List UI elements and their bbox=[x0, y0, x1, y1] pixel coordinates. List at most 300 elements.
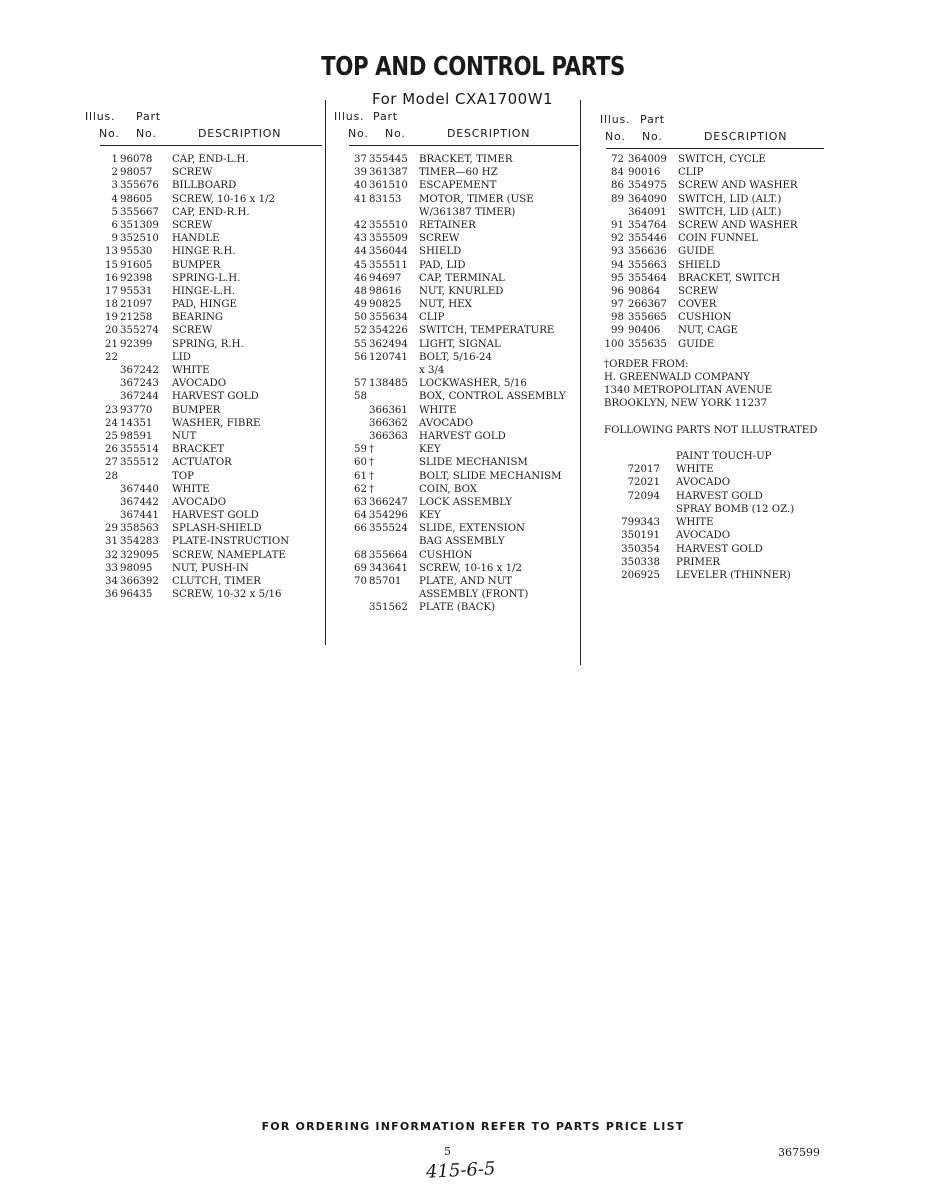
part-description: HINGE R.H. bbox=[172, 246, 236, 258]
part-description: NUT, KNURLED bbox=[419, 285, 504, 297]
part-description: HARVEST GOLD bbox=[676, 490, 763, 502]
part-description: SCREW bbox=[419, 233, 460, 245]
part-description: AVOCADO bbox=[676, 477, 731, 489]
illus-number: 59 bbox=[354, 444, 367, 456]
header-no: No. bbox=[99, 127, 120, 140]
table-row bbox=[100, 430, 322, 443]
part-description: SPLASH-SHIELD bbox=[172, 523, 262, 535]
part-number: 350354 bbox=[621, 543, 660, 555]
part-number: 93770 bbox=[120, 404, 153, 416]
part-number: 90825 bbox=[369, 299, 402, 311]
part-number: 98591 bbox=[120, 430, 153, 442]
part-description: SCREW bbox=[172, 325, 213, 337]
part-description: WHITE bbox=[676, 517, 714, 528]
part-description: PAD, HINGE bbox=[172, 299, 237, 311]
part-number: 350191 bbox=[621, 530, 660, 542]
table-row bbox=[349, 377, 579, 390]
table-row bbox=[349, 522, 579, 535]
part-number: 358563 bbox=[120, 523, 159, 535]
part-description: BOLT, SLIDE MECHANISM bbox=[419, 470, 562, 482]
part-description: ESCAPEMENT bbox=[419, 180, 497, 192]
table-row bbox=[349, 285, 579, 298]
part-description: GUIDE bbox=[678, 338, 715, 350]
table-row bbox=[100, 588, 322, 601]
table-row bbox=[100, 417, 322, 430]
illus-number: 39 bbox=[354, 167, 367, 179]
part-number: 356636 bbox=[628, 246, 667, 258]
part-description: PRIMER bbox=[676, 556, 721, 568]
part-number: 354226 bbox=[369, 325, 408, 337]
part-description: BEARING bbox=[172, 312, 224, 324]
illus-number: 27 bbox=[105, 457, 118, 469]
parts-column-2 bbox=[334, 110, 579, 615]
part-number: 367244 bbox=[120, 391, 159, 403]
table-row bbox=[100, 259, 322, 272]
part-number: 361387 bbox=[369, 167, 408, 179]
illus-number: 52 bbox=[354, 325, 367, 337]
table-row bbox=[606, 153, 824, 166]
illus-number: 100 bbox=[604, 338, 624, 350]
illus-number: 34 bbox=[105, 576, 118, 587]
part-description: AVOCADO bbox=[419, 417, 474, 429]
part-number: 92399 bbox=[120, 338, 153, 350]
table-row bbox=[606, 232, 824, 245]
illus-number: 1 bbox=[111, 154, 118, 165]
ordering-footer: FOR ORDERING INFORMATION REFER TO PARTS PRICE LIST bbox=[261, 1120, 685, 1133]
illus-number: 21 bbox=[105, 338, 118, 350]
part-number: 90406 bbox=[628, 325, 661, 337]
part-description: HARVEST GOLD bbox=[172, 510, 259, 522]
part-description: BRACKET, SWITCH bbox=[678, 272, 781, 284]
part-description: COIN FUNNEL bbox=[678, 233, 759, 245]
part-description: WHITE bbox=[676, 464, 714, 475]
table-row bbox=[349, 575, 579, 588]
part-number: 351309 bbox=[120, 219, 159, 231]
table-row bbox=[349, 153, 579, 166]
illus-number: 5 bbox=[111, 206, 118, 218]
part-description: SCREW bbox=[172, 219, 213, 231]
part-description: BAG ASSEMBLY bbox=[419, 536, 505, 548]
part-number: 96078 bbox=[120, 154, 153, 165]
part-number: 355464 bbox=[628, 272, 667, 284]
part-description: PLATE-INSTRUCTION bbox=[172, 536, 290, 548]
table-row bbox=[100, 324, 322, 337]
part-description: HANDLE bbox=[172, 233, 220, 245]
part-description: LIGHT, SIGNAL bbox=[419, 338, 501, 350]
part-number: 364009 bbox=[628, 154, 667, 165]
part-number: † bbox=[369, 444, 375, 456]
part-description: SWITCH, LID (ALT.) bbox=[678, 206, 782, 218]
table-row bbox=[349, 496, 579, 509]
illus-number: 25 bbox=[105, 430, 118, 442]
table-row bbox=[606, 193, 824, 206]
part-number: 367442 bbox=[120, 496, 159, 508]
table-row bbox=[100, 232, 322, 245]
illus-number: 99 bbox=[611, 325, 624, 337]
part-description: HARVEST GOLD bbox=[676, 543, 763, 555]
illus-number: 13 bbox=[105, 246, 118, 258]
table-row bbox=[100, 535, 322, 548]
column-divider bbox=[325, 100, 326, 645]
illus-number: 16 bbox=[105, 272, 118, 284]
part-description: SCREW, 10-16 x 1/2 bbox=[172, 193, 276, 205]
illus-number: 43 bbox=[354, 233, 367, 245]
illus-number: 22 bbox=[105, 351, 118, 363]
table-row bbox=[100, 364, 322, 377]
illus-number: 31 bbox=[105, 536, 118, 548]
illus-number: 3 bbox=[111, 180, 118, 192]
table-row bbox=[606, 166, 824, 179]
table-row bbox=[349, 470, 579, 483]
part-number: 355634 bbox=[369, 312, 408, 324]
part-number: 206925 bbox=[621, 570, 660, 582]
spray-bomb-title: SPRAY BOMB (12 OZ.) bbox=[676, 504, 795, 515]
header-part: Part bbox=[136, 110, 161, 123]
part-description: BRACKET bbox=[172, 444, 225, 456]
part-description: BUMPER bbox=[172, 404, 221, 416]
table-row bbox=[349, 390, 579, 403]
illus-number: 4 bbox=[111, 193, 118, 205]
part-description: SPRING-L.H. bbox=[172, 272, 241, 284]
table-row bbox=[349, 417, 579, 430]
header-part: Part bbox=[373, 110, 398, 123]
illus-number: 50 bbox=[354, 312, 367, 324]
column-header bbox=[334, 110, 579, 146]
illus-number: 98 bbox=[611, 312, 624, 324]
illus-number: 55 bbox=[354, 338, 367, 350]
table-row bbox=[100, 404, 322, 417]
part-number: 366363 bbox=[369, 430, 408, 442]
table-row bbox=[349, 404, 579, 417]
order-from-line: H. GREENWALD COMPANY bbox=[604, 372, 750, 383]
part-description: SHIELD bbox=[419, 246, 462, 258]
illus-number: 9 bbox=[111, 233, 118, 245]
table-row bbox=[100, 179, 322, 192]
part-number: 362494 bbox=[369, 338, 408, 350]
illus-number: 94 bbox=[611, 259, 624, 271]
illus-number: 37 bbox=[354, 154, 367, 165]
part-description: NUT bbox=[172, 430, 197, 442]
part-description: CLIP bbox=[678, 167, 704, 179]
illus-number: 84 bbox=[611, 167, 624, 179]
part-number: 364091 bbox=[628, 206, 667, 218]
handwritten-note: 415-6-5 bbox=[425, 1158, 496, 1183]
part-description: MOTOR, TIMER (USE bbox=[419, 193, 534, 205]
table-row bbox=[349, 259, 579, 272]
table-row bbox=[100, 390, 322, 403]
paint-touch-up-title: PAINT TOUCH-UP bbox=[676, 451, 772, 462]
part-description: SCREW AND WASHER bbox=[678, 219, 798, 231]
part-description: SCREW, 10-32 x 5/16 bbox=[172, 589, 282, 601]
part-number: 799343 bbox=[621, 517, 660, 528]
part-description: CLIP bbox=[419, 312, 445, 324]
table-row bbox=[100, 272, 322, 285]
table-row bbox=[349, 509, 579, 522]
document-number: 367599 bbox=[778, 1146, 820, 1159]
table-row bbox=[100, 522, 322, 535]
header-description: DESCRIPTION bbox=[198, 127, 282, 140]
part-number: 329095 bbox=[120, 549, 159, 561]
part-number: 14351 bbox=[120, 417, 153, 429]
table-row bbox=[100, 338, 322, 351]
part-number: 21097 bbox=[120, 299, 153, 311]
part-number: 72094 bbox=[627, 490, 660, 502]
part-number: 355509 bbox=[369, 233, 408, 245]
table-row bbox=[349, 206, 579, 219]
part-description: SCREW bbox=[678, 285, 719, 297]
header-no: No. bbox=[348, 127, 369, 140]
part-description: SCREW, NAMEPLATE bbox=[172, 549, 286, 561]
part-number: 354296 bbox=[369, 510, 408, 522]
part-number: 356044 bbox=[369, 246, 408, 258]
part-number: 85701 bbox=[369, 576, 402, 587]
part-description: TIMER—60 HZ bbox=[419, 167, 498, 179]
part-number: 120741 bbox=[369, 351, 408, 363]
table-row bbox=[100, 483, 322, 496]
part-description: SHIELD bbox=[678, 259, 721, 271]
illus-number: 19 bbox=[105, 312, 118, 324]
header-part-no: No. bbox=[642, 130, 663, 143]
part-number: 91605 bbox=[120, 259, 153, 271]
column-header bbox=[85, 110, 322, 146]
part-description: AVOCADO bbox=[172, 496, 227, 508]
table-row bbox=[606, 338, 824, 351]
page-number: 5 bbox=[444, 1145, 451, 1158]
part-number: 98616 bbox=[369, 285, 402, 297]
table-row bbox=[100, 193, 322, 206]
parts-column-1 bbox=[85, 110, 322, 601]
part-description: SCREW, 10-16 x 1/2 bbox=[419, 562, 523, 574]
illus-number: 44 bbox=[354, 246, 367, 258]
header-rule bbox=[349, 145, 579, 146]
table-row bbox=[606, 285, 824, 298]
part-description: W/361387 TIMER) bbox=[419, 206, 516, 218]
part-description: CLUTCH, TIMER bbox=[172, 576, 261, 587]
part-number: 361510 bbox=[369, 180, 408, 192]
part-description: HARVEST GOLD bbox=[172, 391, 259, 403]
header-illus: Illus. bbox=[600, 113, 631, 126]
illus-number: 42 bbox=[354, 219, 367, 231]
part-number: 90016 bbox=[628, 167, 661, 179]
illus-number: 92 bbox=[611, 233, 624, 245]
table-row bbox=[349, 193, 579, 206]
part-number: 95531 bbox=[120, 285, 153, 297]
part-description: BRACKET, TIMER bbox=[419, 154, 513, 165]
part-description: CAP, END-R.H. bbox=[172, 206, 250, 218]
table-row bbox=[349, 351, 579, 364]
illus-number: 56 bbox=[354, 351, 367, 363]
table-row bbox=[606, 219, 824, 232]
table-row bbox=[349, 443, 579, 456]
table-row bbox=[100, 575, 322, 588]
part-number: 354975 bbox=[628, 180, 667, 192]
part-description: SLIDE MECHANISM bbox=[419, 457, 528, 469]
table-row bbox=[349, 311, 579, 324]
illus-number: 24 bbox=[105, 417, 118, 429]
table-row bbox=[100, 206, 322, 219]
illus-number: 95 bbox=[611, 272, 624, 284]
part-number: 94697 bbox=[369, 272, 402, 284]
table-row bbox=[606, 324, 824, 337]
part-description: LOCKWASHER, 5/16 bbox=[419, 378, 527, 390]
illus-number: 29 bbox=[105, 523, 118, 535]
part-description: CUSHION bbox=[678, 312, 732, 324]
parts-table bbox=[606, 153, 824, 351]
part-number: 355663 bbox=[628, 259, 667, 271]
illus-number: 41 bbox=[354, 193, 367, 205]
page-title: TOP AND CONTROL PARTS bbox=[321, 52, 625, 82]
table-row bbox=[349, 324, 579, 337]
illus-number: 60 bbox=[354, 457, 367, 469]
parts-table bbox=[100, 153, 322, 601]
table-row bbox=[349, 535, 579, 548]
part-number: 138485 bbox=[369, 378, 408, 390]
illus-number: 48 bbox=[354, 285, 367, 297]
table-row bbox=[349, 549, 579, 562]
table-row bbox=[606, 206, 824, 219]
header-part-no: No. bbox=[136, 127, 157, 140]
illus-number: 86 bbox=[611, 180, 624, 192]
table-row bbox=[100, 562, 322, 575]
part-description: BILLBOARD bbox=[172, 180, 237, 192]
table-row bbox=[349, 219, 579, 232]
part-description: SWITCH, TEMPERATURE bbox=[419, 325, 555, 337]
part-number: 92398 bbox=[120, 272, 153, 284]
part-description: CAP, TERMINAL bbox=[419, 272, 505, 284]
table-row bbox=[349, 601, 579, 614]
part-number: 355446 bbox=[628, 233, 667, 245]
part-number: 343641 bbox=[369, 562, 408, 574]
part-description: AVOCADO bbox=[676, 530, 731, 542]
table-row bbox=[100, 377, 322, 390]
table-row bbox=[606, 179, 824, 192]
part-number: 355667 bbox=[120, 206, 159, 218]
table-row bbox=[100, 351, 322, 364]
part-number: 72021 bbox=[627, 477, 660, 489]
part-number: 355635 bbox=[628, 338, 667, 350]
illus-number: 17 bbox=[105, 285, 118, 297]
table-row bbox=[100, 153, 322, 166]
part-number: 355665 bbox=[628, 312, 667, 324]
table-row bbox=[100, 285, 322, 298]
part-description: NUT, PUSH-IN bbox=[172, 562, 249, 574]
part-description: WASHER, FIBRE bbox=[172, 417, 261, 429]
part-number: 98057 bbox=[120, 167, 153, 179]
illus-number: 36 bbox=[105, 589, 118, 601]
illus-number: 2 bbox=[111, 167, 118, 179]
table-row bbox=[606, 259, 824, 272]
header-description: DESCRIPTION bbox=[447, 127, 531, 140]
illus-number: 40 bbox=[354, 180, 367, 192]
part-number: 352510 bbox=[120, 233, 159, 245]
table-row bbox=[606, 245, 824, 258]
table-row bbox=[349, 483, 579, 496]
illus-number: 68 bbox=[354, 549, 367, 561]
part-description: x 3/4 bbox=[419, 365, 445, 376]
header-description: DESCRIPTION bbox=[704, 130, 788, 143]
part-description: ASSEMBLY (FRONT) bbox=[419, 589, 529, 601]
part-number: 90864 bbox=[628, 285, 661, 297]
part-description: WHITE bbox=[419, 404, 457, 416]
part-description: HINGE-L.H. bbox=[172, 285, 236, 297]
illus-number: 49 bbox=[354, 299, 367, 311]
part-number: 350338 bbox=[621, 556, 660, 568]
part-number: 366361 bbox=[369, 404, 408, 416]
table-row bbox=[349, 364, 579, 377]
illus-number: 91 bbox=[611, 219, 624, 231]
part-number: 98095 bbox=[120, 562, 153, 574]
illus-number: 28 bbox=[105, 470, 118, 482]
part-number: 354764 bbox=[628, 219, 667, 231]
illus-number: 23 bbox=[105, 404, 118, 416]
part-description: SLIDE, EXTENSION bbox=[419, 523, 525, 535]
table-row bbox=[349, 232, 579, 245]
part-description: WHITE bbox=[172, 483, 210, 495]
part-description: ACTUATOR bbox=[172, 457, 232, 469]
part-description: BOX, CONTROL ASSEMBLY bbox=[419, 391, 566, 403]
table-row bbox=[100, 219, 322, 232]
part-description: PAD, LID bbox=[419, 259, 466, 271]
not-illustrated-heading: FOLLOWING PARTS NOT ILLUSTRATED bbox=[604, 425, 818, 436]
part-number: 96435 bbox=[120, 589, 153, 601]
part-description: SPRING, R.H. bbox=[172, 338, 244, 350]
part-number: 355676 bbox=[120, 180, 159, 192]
part-description: PLATE, AND NUT bbox=[419, 576, 513, 587]
table-row bbox=[349, 272, 579, 285]
table-row bbox=[349, 338, 579, 351]
part-number: 367440 bbox=[120, 483, 159, 495]
part-description: COVER bbox=[678, 299, 717, 311]
part-description: AVOCADO bbox=[172, 378, 227, 390]
part-number: 355510 bbox=[369, 219, 408, 231]
part-description: NUT, CAGE bbox=[678, 325, 738, 337]
table-row bbox=[349, 588, 579, 601]
illus-number: 89 bbox=[611, 193, 624, 205]
illus-number: 58 bbox=[354, 391, 367, 403]
part-description: WHITE bbox=[172, 365, 210, 376]
illus-number: 45 bbox=[354, 259, 367, 271]
column-header bbox=[600, 110, 824, 146]
order-from-line: BROOKLYN, NEW YORK 11237 bbox=[604, 398, 768, 409]
table-row bbox=[349, 166, 579, 179]
part-number: 95530 bbox=[120, 246, 153, 258]
illus-number: 32 bbox=[105, 549, 118, 561]
illus-number: 64 bbox=[354, 510, 367, 522]
part-number: 355664 bbox=[369, 549, 408, 561]
part-description: BOLT, 5/16-24 bbox=[419, 351, 493, 363]
illus-number: 6 bbox=[111, 219, 118, 231]
illus-number: 69 bbox=[354, 562, 367, 574]
order-from-line: 1340 METROPOLITAN AVENUE bbox=[604, 385, 773, 396]
part-description: RETAINER bbox=[419, 219, 476, 231]
table-row bbox=[349, 430, 579, 443]
table-row bbox=[349, 245, 579, 258]
table-row bbox=[606, 298, 824, 311]
illus-number: 72 bbox=[611, 154, 624, 165]
part-description: SWITCH, LID (ALT.) bbox=[678, 193, 782, 205]
part-description: KEY bbox=[419, 510, 441, 522]
table-row bbox=[100, 456, 322, 469]
table-row bbox=[100, 549, 322, 562]
part-number: 98605 bbox=[120, 193, 153, 205]
table-row bbox=[100, 311, 322, 324]
parts-table bbox=[349, 153, 579, 615]
part-description: BUMPER bbox=[172, 259, 221, 271]
part-number: 355512 bbox=[120, 457, 159, 469]
part-description: SCREW AND WASHER bbox=[678, 180, 798, 192]
part-description: COIN, BOX bbox=[419, 483, 478, 495]
header-illus: Illus. bbox=[334, 110, 365, 123]
